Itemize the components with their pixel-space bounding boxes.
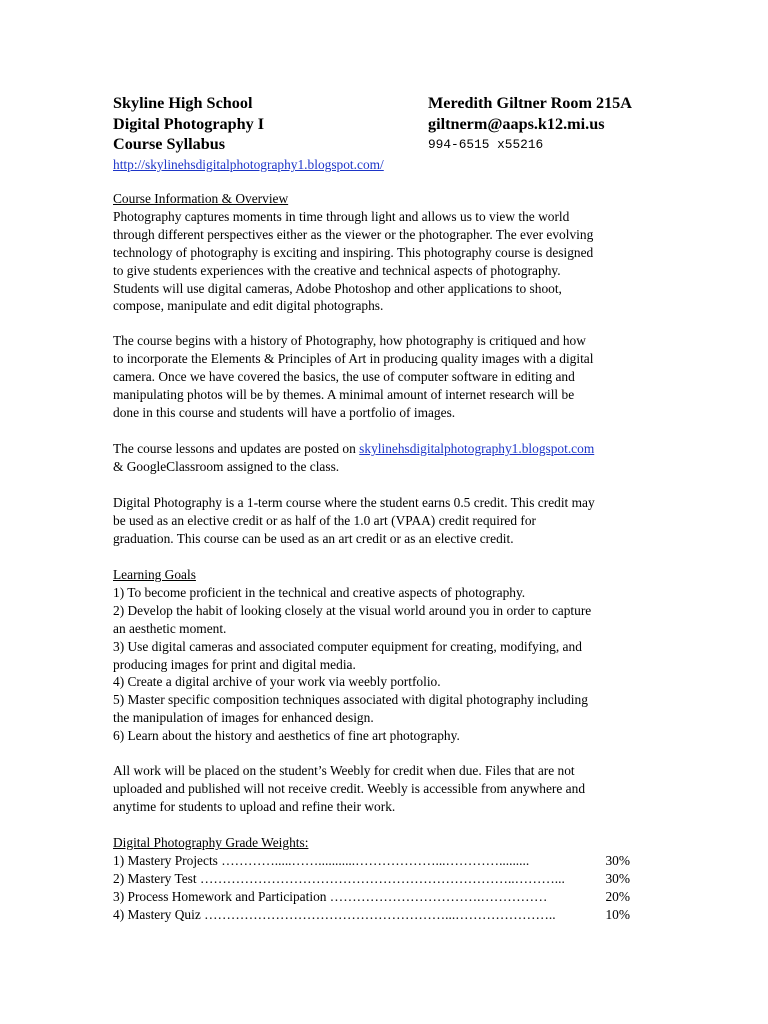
grade-percent: 20% — [605, 888, 630, 904]
text-line: The course begins with a history of Photography, how photography is critiqued and how — [113, 333, 586, 348]
text-line: camera. Once we have covered the basics, the use of computer software in editing and — [113, 368, 575, 384]
teacher-email: giltnerm@aaps.k12.mi.us — [428, 114, 605, 133]
text-line: Photography captures moments in time through light and allows us to view the world — [113, 208, 570, 224]
header — [113, 94, 673, 172]
goal-line: the manipulation of images for enhanced design. — [113, 710, 374, 726]
overview-section — [113, 190, 658, 315]
weebly-paragraph — [113, 762, 658, 816]
grade-percent: 30% — [605, 870, 630, 886]
grade-label: 2) Mastery Test ……………………………………………………………..………... — [113, 870, 565, 886]
learning-goals-section — [113, 566, 658, 745]
text-line: manipulating photos will be by themes. A minimal amount of internet research will be — [113, 386, 575, 402]
text-line: All work will be placed on the student’s Weebly for credit when due. Files that are not — [113, 763, 575, 778]
overview-paragraph-4 — [113, 494, 658, 548]
grade-percent: 10% — [605, 906, 630, 922]
overview-paragraph-3 — [113, 440, 658, 476]
blog-link[interactable]: skylinehsdigitalphotography1.blogspot.com — [359, 441, 595, 456]
grade-row — [113, 888, 658, 906]
text-line: done in this course and students will have a portfolio of images. — [113, 404, 456, 420]
grade-row — [113, 870, 658, 888]
text-line: compose, manipulate and edit digital photographs. — [113, 298, 384, 314]
goal-line: 5) Master specific composition techniques associated with digital photography including — [113, 692, 588, 708]
course-title: Digital Photography I — [113, 114, 265, 133]
grade-label: 4) Mastery Quiz ………………………………………………...………………….. — [113, 906, 556, 922]
text-fragment: The course lessons and updates are posted on — [113, 441, 360, 456]
overview-paragraph-2 — [113, 332, 658, 422]
teacher-phone: 994-6515 x55216 — [428, 137, 544, 152]
text-line: to give students experiences with the creative and technical aspects of photography. — [113, 262, 561, 278]
text-line: uploaded and published will not receive credit. Weebly is accessible from anywhere and — [113, 780, 586, 796]
school-name: Skyline High School — [113, 94, 253, 112]
text-line: anytime for students to upload and refine their work. — [113, 798, 396, 814]
grade-weights-section — [113, 834, 658, 923]
goal-line: 1) To become proficient in the technical and creative aspects of photography. — [113, 584, 526, 600]
grade-weights-heading: Digital Photography Grade Weights: — [113, 835, 309, 850]
goal-line: 6) Learn about the history and aesthetics of fine art photography. — [113, 728, 460, 744]
text-line: Students will use digital cameras, Adobe Photoshop and other applications to shoot, — [113, 280, 562, 296]
grade-row — [113, 906, 658, 924]
goal-line: 4) Create a digital archive of your work via weebly portfolio. — [113, 674, 441, 690]
grade-label: 1) Mastery Projects ………….....……...........………………...…………......... — [113, 852, 530, 868]
text-line: & GoogleClassroom assigned to the class. — [113, 458, 340, 474]
learning-goals-heading: Learning Goals — [113, 567, 196, 582]
overview-paragraph-1 — [113, 208, 658, 315]
goal-line: 2) Develop the habit of looking closely at the visual world around you in order to capture — [113, 602, 592, 618]
text-line: graduation. This course can be used as an art credit or as an elective credit. — [113, 530, 514, 546]
grade-label: 3) Process Homework and Participation …………………………….…………… — [113, 888, 548, 904]
text-line: technology of photography is exciting and inspiring. This photography course is designed — [113, 244, 594, 260]
document-type: Course Syllabus — [113, 135, 225, 153]
text-line: through different perspectives either as the viewer or the photographer. The ever evolving — [113, 226, 594, 242]
text-line: Digital Photography is a 1-term course where the student earns 0.5 credit. This credit may — [113, 495, 595, 510]
text-line: to incorporate the Elements & Principles of Art in producing quality images with a digital — [113, 350, 594, 366]
grade-percent: 30% — [605, 852, 630, 868]
goal-line: an aesthetic moment. — [113, 620, 227, 636]
teacher-room: Meredith Giltner Room 215A — [428, 94, 632, 112]
overview-heading: Course Information & Overview — [113, 191, 289, 206]
text-line: be used as an elective credit or as half of the 1.0 art (VPAA) credit required for — [113, 512, 537, 528]
blog-url-link[interactable]: http://skylinehsdigitalphotography1.blogspot.com/ — [113, 157, 384, 172]
goal-line: 3) Use digital cameras and associated computer equipment for creating, modifying, and — [113, 638, 582, 654]
grade-row — [113, 852, 658, 870]
goal-line: producing images for print and digital media. — [113, 656, 356, 672]
